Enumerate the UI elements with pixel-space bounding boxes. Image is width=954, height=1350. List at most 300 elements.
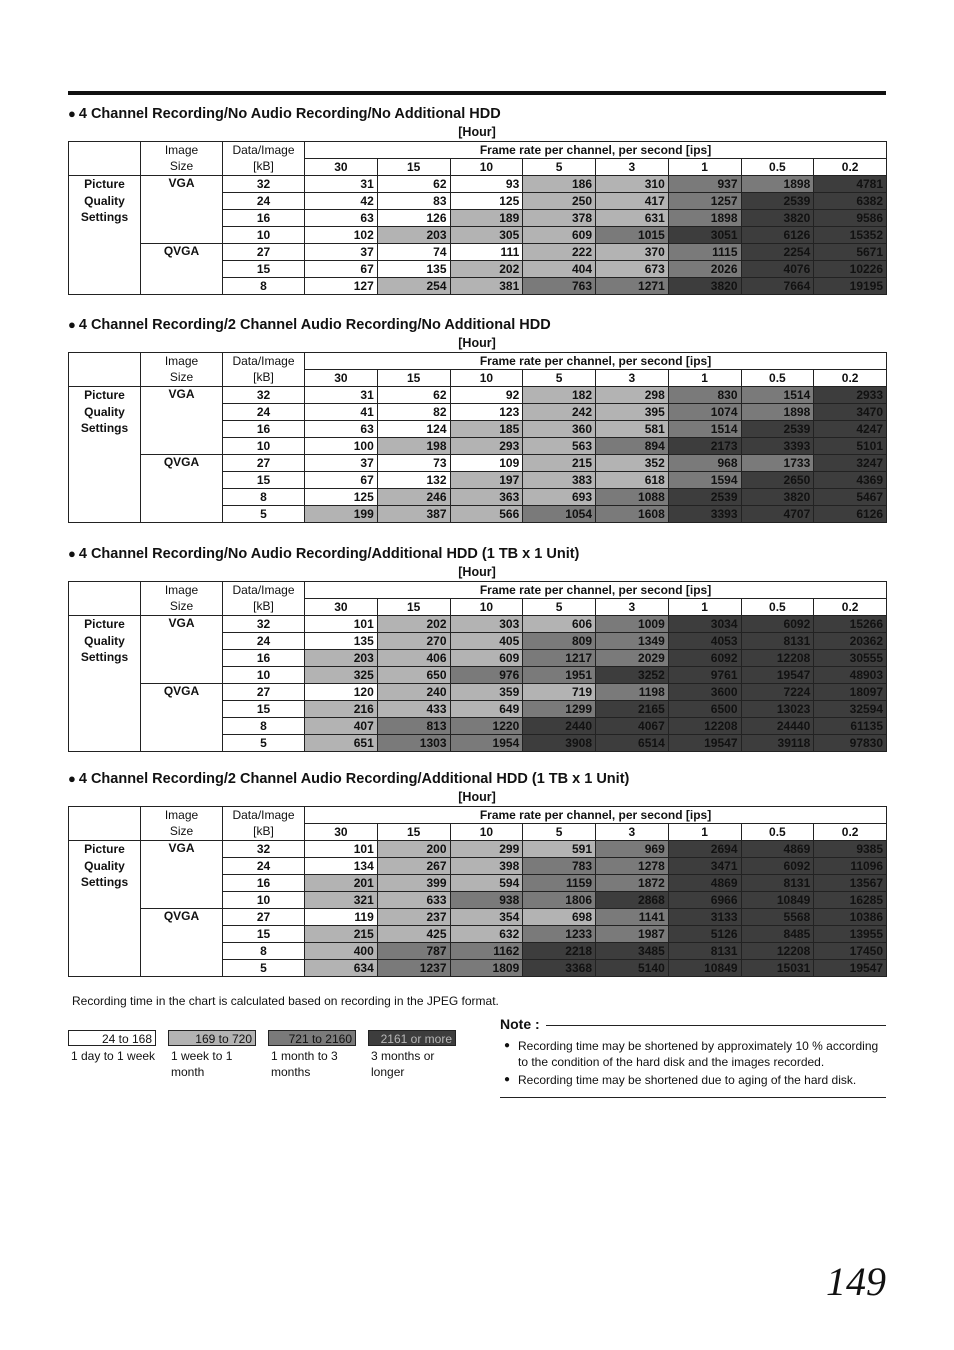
label-line: Settings	[80, 421, 129, 435]
recording-hours-cell: 125	[450, 193, 523, 210]
recording-hours-cell: 651	[305, 735, 378, 752]
legend-swatch: 24 to 168	[68, 1030, 156, 1046]
frame-rate-column-header: 0.5	[741, 370, 814, 387]
recording-hours-cell: 1349	[596, 633, 669, 650]
recording-hours-cell: 1898	[668, 210, 741, 227]
data-size-cell: 15	[223, 472, 305, 489]
recording-hours-cell: 693	[523, 489, 596, 506]
recording-hours-cell: 10849	[668, 960, 741, 977]
recording-hours-cell: 293	[450, 438, 523, 455]
legend-item	[268, 1030, 356, 1080]
recording-hours-cell: 400	[305, 943, 378, 960]
recording-hours-cell: 3133	[668, 909, 741, 926]
recording-hours-cell: 606	[523, 616, 596, 633]
recording-hours-cell: 433	[377, 701, 450, 718]
recording-hours-cell: 809	[523, 633, 596, 650]
header-row	[69, 807, 887, 824]
frame-rate-column-header: 0.2	[814, 159, 887, 176]
recording-hours-cell: 101	[305, 841, 378, 858]
recording-hours-cell: 7224	[741, 684, 814, 701]
recording-hours-cell: 830	[668, 387, 741, 404]
frame-rate-column-header: 3	[596, 824, 669, 841]
recording-hours-cell: 197	[450, 472, 523, 489]
recording-hours-cell: 61135	[814, 718, 887, 735]
recording-table-section	[68, 545, 886, 752]
recording-hours-cell: 2165	[596, 701, 669, 718]
note-item	[500, 1038, 886, 1070]
recording-hours-cell: 1015	[596, 227, 669, 244]
recording-hours-cell: 3471	[668, 858, 741, 875]
section-title	[68, 316, 886, 334]
recording-hours-cell: 618	[596, 472, 669, 489]
recording-hours-cell: 109	[450, 455, 523, 472]
recording-hours-cell: 4869	[741, 841, 814, 858]
recording-hours-cell: 10386	[814, 909, 887, 926]
frame-rate-column-header: 1	[668, 159, 741, 176]
frame-rate-column-header: 15	[377, 159, 450, 176]
recording-hours-cell: 1987	[596, 926, 669, 943]
recording-hours-cell: 126	[377, 210, 450, 227]
recording-hours-cell: 1278	[596, 858, 669, 875]
recording-hours-cell: 215	[305, 926, 378, 943]
frame-rate-column-header: 10	[450, 599, 523, 616]
header-row	[69, 824, 887, 841]
data-per-image-header: [kB]	[223, 824, 305, 841]
recording-hours-cell: 16285	[814, 892, 887, 909]
recording-hours-cell: 609	[523, 227, 596, 244]
frame-rate-column-header: 30	[305, 599, 378, 616]
recording-hours-cell: 1806	[523, 892, 596, 909]
data-size-cell: 27	[223, 909, 305, 926]
header-row	[69, 353, 887, 370]
table-row	[69, 909, 887, 926]
recording-hours-cell: 3368	[523, 960, 596, 977]
frame-rate-column-header: 3	[596, 370, 669, 387]
image-size-header: Image	[141, 142, 223, 159]
image-size-cell: VGA	[141, 176, 223, 244]
frame-rate-column-header: 1	[668, 599, 741, 616]
recording-hours-cell: 650	[377, 667, 450, 684]
frame-rate-column-header: 0.5	[741, 599, 814, 616]
recording-hours-cell: 354	[450, 909, 523, 926]
recording-hours-cell: 203	[305, 650, 378, 667]
recording-hours-cell: 321	[305, 892, 378, 909]
recording-hours-cell: 398	[450, 858, 523, 875]
recording-hours-cell: 222	[523, 244, 596, 261]
recording-hours-cell: 566	[450, 506, 523, 523]
recording-hours-cell: 1074	[668, 404, 741, 421]
recording-hours-cell: 82	[377, 404, 450, 421]
recording-time-table	[68, 581, 887, 752]
recording-hours-cell: 5671	[814, 244, 887, 261]
section-title-text: 4 Channel Recording/No Audio Recording/Additional HDD (1 TB x 1 Unit)	[78, 546, 580, 562]
data-size-cell: 8	[223, 718, 305, 735]
recording-hours-cell: 135	[377, 261, 450, 278]
legend-item	[168, 1030, 256, 1080]
recording-hours-cell: 185	[450, 421, 523, 438]
image-size-header: Size	[141, 599, 223, 616]
recording-hours-cell: 2539	[668, 489, 741, 506]
recording-time-table	[68, 806, 887, 977]
corner-cell	[69, 159, 141, 176]
bullet-icon: ●	[68, 771, 76, 786]
recording-hours-cell: 215	[523, 455, 596, 472]
unit-label: [Hour]	[458, 790, 496, 804]
recording-hours-cell: 5126	[668, 926, 741, 943]
data-size-cell: 5	[223, 506, 305, 523]
bullet-icon: ●	[68, 317, 76, 332]
recording-hours-cell: 134	[305, 858, 378, 875]
frame-rate-column-header: 3	[596, 599, 669, 616]
label-line: Picture	[84, 842, 125, 856]
frame-rate-header: Frame rate per channel, per second [ips]	[305, 353, 887, 370]
recording-hours-cell: 609	[450, 650, 523, 667]
recording-hours-cell: 3252	[596, 667, 669, 684]
recording-hours-cell: 633	[377, 892, 450, 909]
recording-time-table	[68, 352, 887, 523]
data-per-image-header: Data/Image	[223, 353, 305, 370]
image-size-header: Image	[141, 807, 223, 824]
note-heading	[500, 1016, 886, 1032]
recording-hours-cell: 783	[523, 858, 596, 875]
label-line: Settings	[80, 650, 129, 664]
data-size-cell: 10	[223, 438, 305, 455]
legend-swatch: 721 to 2160	[268, 1030, 356, 1046]
note-rule	[546, 1025, 886, 1026]
recording-hours-cell: 4067	[596, 718, 669, 735]
picture-quality-settings-label	[69, 387, 141, 523]
recording-hours-cell: 937	[668, 176, 741, 193]
recording-hours-cell: 2029	[596, 650, 669, 667]
recording-hours-cell: 73	[377, 455, 450, 472]
page-number: 149	[826, 1259, 886, 1304]
unit-label: [Hour]	[458, 125, 496, 139]
data-size-cell: 32	[223, 616, 305, 633]
table-row	[69, 455, 887, 472]
data-size-cell: 24	[223, 193, 305, 210]
recording-hours-cell: 19195	[814, 278, 887, 295]
recording-hours-cell: 127	[305, 278, 378, 295]
label-line: Settings	[80, 210, 129, 224]
recording-hours-cell: 2933	[814, 387, 887, 404]
frame-rate-column-header: 1	[668, 370, 741, 387]
recording-hours-cell: 1608	[596, 506, 669, 523]
recording-hours-cell: 6966	[668, 892, 741, 909]
recording-hours-cell: 19547	[814, 960, 887, 977]
recording-hours-cell: 4781	[814, 176, 887, 193]
recording-hours-cell: 8131	[668, 943, 741, 960]
data-size-cell: 5	[223, 735, 305, 752]
frame-rate-column-header: 10	[450, 159, 523, 176]
recording-hours-cell: 37	[305, 244, 378, 261]
recording-hours-cell: 6092	[741, 616, 814, 633]
note-block	[500, 1016, 886, 1098]
section-title	[68, 545, 886, 563]
recording-hours-cell: 67	[305, 261, 378, 278]
recording-hours-cell: 6514	[596, 735, 669, 752]
recording-hours-cell: 37	[305, 455, 378, 472]
data-size-cell: 27	[223, 455, 305, 472]
bullet-icon: ●	[68, 106, 76, 121]
data-size-cell: 27	[223, 684, 305, 701]
recording-hours-cell: 11096	[814, 858, 887, 875]
recording-hours-cell: 4053	[668, 633, 741, 650]
recording-hours-cell: 182	[523, 387, 596, 404]
corner-cell	[69, 582, 141, 599]
frame-rate-column-header: 15	[377, 370, 450, 387]
recording-hours-cell: 13955	[814, 926, 887, 943]
table-row	[69, 176, 887, 193]
recording-hours-cell: 10849	[741, 892, 814, 909]
recording-hours-cell: 6092	[741, 858, 814, 875]
recording-hours-cell: 124	[377, 421, 450, 438]
recording-hours-cell: 1951	[523, 667, 596, 684]
recording-hours-cell: 1009	[596, 616, 669, 633]
data-size-cell: 10	[223, 227, 305, 244]
recording-hours-cell: 968	[668, 455, 741, 472]
recording-hours-cell: 2440	[523, 718, 596, 735]
recording-hours-cell: 591	[523, 841, 596, 858]
recording-hours-cell: 1594	[668, 472, 741, 489]
recording-hours-cell: 310	[596, 176, 669, 193]
data-per-image-header: Data/Image	[223, 582, 305, 599]
header-row	[69, 582, 887, 599]
recording-hours-cell: 93	[450, 176, 523, 193]
image-size-cell: VGA	[141, 387, 223, 455]
recording-hours-cell: 125	[305, 489, 378, 506]
recording-hours-cell: 250	[523, 193, 596, 210]
recording-hours-cell: 813	[377, 718, 450, 735]
recording-hours-cell: 1198	[596, 684, 669, 701]
recording-hours-cell: 298	[596, 387, 669, 404]
recording-hours-cell: 63	[305, 210, 378, 227]
recording-hours-cell: 1271	[596, 278, 669, 295]
recording-hours-cell: 381	[450, 278, 523, 295]
legend-caption: 3 months or longer	[371, 1049, 435, 1079]
recording-hours-cell: 594	[450, 875, 523, 892]
recording-hours-cell: 404	[523, 261, 596, 278]
unit-label: [Hour]	[458, 336, 496, 350]
recording-hours-cell: 649	[450, 701, 523, 718]
image-size-cell: QVGA	[141, 909, 223, 977]
recording-hours-cell: 581	[596, 421, 669, 438]
recording-hours-cell: 4247	[814, 421, 887, 438]
recording-hours-cell: 631	[596, 210, 669, 227]
note-heading-text: Note :	[500, 1016, 540, 1032]
recording-hours-cell: 3051	[668, 227, 741, 244]
frame-rate-column-header: 3	[596, 159, 669, 176]
data-size-cell: 15	[223, 926, 305, 943]
recording-hours-cell: 2539	[741, 421, 814, 438]
frame-rate-header: Frame rate per channel, per second [ips]	[305, 142, 887, 159]
recording-hours-cell: 1809	[450, 960, 523, 977]
recording-hours-cell: 1898	[741, 176, 814, 193]
frame-rate-column-header: 0.5	[741, 824, 814, 841]
recording-time-table	[68, 141, 887, 295]
recording-hours-cell: 1514	[668, 421, 741, 438]
recording-hours-cell: 15352	[814, 227, 887, 244]
header-row	[69, 142, 887, 159]
frame-rate-column-header: 30	[305, 370, 378, 387]
header-row	[69, 370, 887, 387]
recording-hours-cell: 7664	[741, 278, 814, 295]
recording-hours-cell: 120	[305, 684, 378, 701]
image-size-header: Image	[141, 353, 223, 370]
recording-hours-cell: 17450	[814, 943, 887, 960]
recording-hours-cell: 5568	[741, 909, 814, 926]
recording-hours-cell: 39118	[741, 735, 814, 752]
recording-hours-cell: 6500	[668, 701, 741, 718]
image-size-cell: VGA	[141, 616, 223, 684]
recording-hours-cell: 5101	[814, 438, 887, 455]
recording-hours-cell: 24440	[741, 718, 814, 735]
section-title-text: 4 Channel Recording/2 Channel Audio Recording/No Additional HDD	[78, 317, 551, 333]
recording-hours-cell: 1237	[377, 960, 450, 977]
recording-hours-cell: 5140	[596, 960, 669, 977]
recording-hours-cell: 1217	[523, 650, 596, 667]
data-size-cell: 27	[223, 244, 305, 261]
recording-hours-cell: 1162	[450, 943, 523, 960]
frame-rate-column-header: 5	[523, 824, 596, 841]
recording-hours-cell: 237	[377, 909, 450, 926]
section-title	[68, 105, 886, 123]
data-size-cell: 16	[223, 421, 305, 438]
data-size-cell: 32	[223, 176, 305, 193]
section-title	[68, 770, 886, 788]
recording-hours-cell: 976	[450, 667, 523, 684]
recording-hours-cell: 267	[377, 858, 450, 875]
data-size-cell: 16	[223, 210, 305, 227]
recording-hours-cell: 378	[523, 210, 596, 227]
data-size-cell: 32	[223, 387, 305, 404]
frame-rate-column-header: 0.5	[741, 159, 814, 176]
recording-hours-cell: 1115	[668, 244, 741, 261]
recording-hours-cell: 1233	[523, 926, 596, 943]
legend-swatch: 169 to 720	[168, 1030, 256, 1046]
recording-hours-cell: 31	[305, 176, 378, 193]
recording-hours-cell: 15266	[814, 616, 887, 633]
data-size-cell: 10	[223, 892, 305, 909]
recording-hours-cell: 83	[377, 193, 450, 210]
recording-hours-cell: 634	[305, 960, 378, 977]
label-line: Picture	[84, 617, 125, 631]
recording-hours-cell: 563	[523, 438, 596, 455]
recording-hours-cell: 969	[596, 841, 669, 858]
recording-hours-cell: 12208	[741, 650, 814, 667]
frame-rate-column-header: 0.2	[814, 599, 887, 616]
note-item-text: Recording time may be shortened by approximately 10 % according to the condition of the hard disk and the images recorded.	[518, 1039, 879, 1069]
recording-hours-cell: 132	[377, 472, 450, 489]
recording-hours-cell: 2173	[668, 438, 741, 455]
recording-hours-cell: 425	[377, 926, 450, 943]
data-size-cell: 16	[223, 650, 305, 667]
label-line: Quality	[84, 193, 125, 208]
image-size-header: Image	[141, 582, 223, 599]
recording-hours-cell: 1514	[741, 387, 814, 404]
recording-hours-cell: 352	[596, 455, 669, 472]
recording-hours-cell: 387	[377, 506, 450, 523]
recording-hours-cell: 395	[596, 404, 669, 421]
recording-hours-cell: 2218	[523, 943, 596, 960]
top-rule	[68, 91, 886, 95]
recording-hours-cell: 8131	[741, 875, 814, 892]
corner-cell	[69, 824, 141, 841]
recording-hours-cell: 202	[450, 261, 523, 278]
recording-hours-cell: 30555	[814, 650, 887, 667]
recording-hours-cell: 1733	[741, 455, 814, 472]
frame-rate-header: Frame rate per channel, per second [ips]	[305, 582, 887, 599]
recording-hours-cell: 123	[450, 404, 523, 421]
corner-cell	[69, 599, 141, 616]
recording-hours-cell: 1159	[523, 875, 596, 892]
recording-hours-cell: 305	[450, 227, 523, 244]
frame-rate-column-header: 10	[450, 370, 523, 387]
recording-hours-cell: 67	[305, 472, 378, 489]
recording-hours-cell: 1054	[523, 506, 596, 523]
image-size-header: Size	[141, 159, 223, 176]
data-per-image-header: [kB]	[223, 370, 305, 387]
recording-hours-cell: 19547	[741, 667, 814, 684]
recording-hours-cell: 270	[377, 633, 450, 650]
legend-caption: 1 week to 1 month	[171, 1049, 233, 1079]
image-size-header: Size	[141, 824, 223, 841]
recording-hours-cell: 199	[305, 506, 378, 523]
recording-hours-cell: 1141	[596, 909, 669, 926]
image-size-cell: QVGA	[141, 455, 223, 523]
recording-hours-cell: 1220	[450, 718, 523, 735]
recording-hours-cell: 763	[523, 278, 596, 295]
recording-hours-cell: 1898	[741, 404, 814, 421]
recording-hours-cell: 203	[377, 227, 450, 244]
recording-hours-cell: 6382	[814, 193, 887, 210]
recording-hours-cell: 119	[305, 909, 378, 926]
recording-hours-cell: 3034	[668, 616, 741, 633]
data-size-cell: 8	[223, 278, 305, 295]
recording-hours-cell: 3485	[596, 943, 669, 960]
bullet-icon: ●	[504, 1074, 511, 1085]
recording-hours-cell: 62	[377, 387, 450, 404]
data-per-image-header: Data/Image	[223, 142, 305, 159]
table-row	[69, 684, 887, 701]
recording-hours-cell: 19547	[668, 735, 741, 752]
recording-hours-cell: 8131	[741, 633, 814, 650]
recording-hours-cell: 198	[377, 438, 450, 455]
label-line: Quality	[84, 404, 125, 419]
recording-hours-cell: 97830	[814, 735, 887, 752]
recording-hours-cell: 2868	[596, 892, 669, 909]
recording-hours-cell: 3393	[741, 438, 814, 455]
frame-rate-column-header: 15	[377, 599, 450, 616]
recording-hours-cell: 201	[305, 875, 378, 892]
recording-table-section	[68, 316, 886, 523]
recording-hours-cell: 63	[305, 421, 378, 438]
recording-hours-cell: 3393	[668, 506, 741, 523]
recording-hours-cell: 2650	[741, 472, 814, 489]
frame-rate-column-header: 30	[305, 159, 378, 176]
data-size-cell: 32	[223, 841, 305, 858]
recording-hours-cell: 2026	[668, 261, 741, 278]
legend-caption: 1 month to 3 months	[271, 1049, 338, 1079]
frame-rate-column-header: 0.2	[814, 370, 887, 387]
recording-hours-cell: 135	[305, 633, 378, 650]
corner-cell	[69, 353, 141, 370]
recording-hours-cell: 359	[450, 684, 523, 701]
frame-rate-column-header: 30	[305, 824, 378, 841]
recording-hours-cell: 3600	[668, 684, 741, 701]
jpeg-note: Recording time in the chart is calculated based on recording in the JPEG format.	[72, 994, 499, 1008]
recording-hours-cell: 3470	[814, 404, 887, 421]
recording-hours-cell: 18097	[814, 684, 887, 701]
